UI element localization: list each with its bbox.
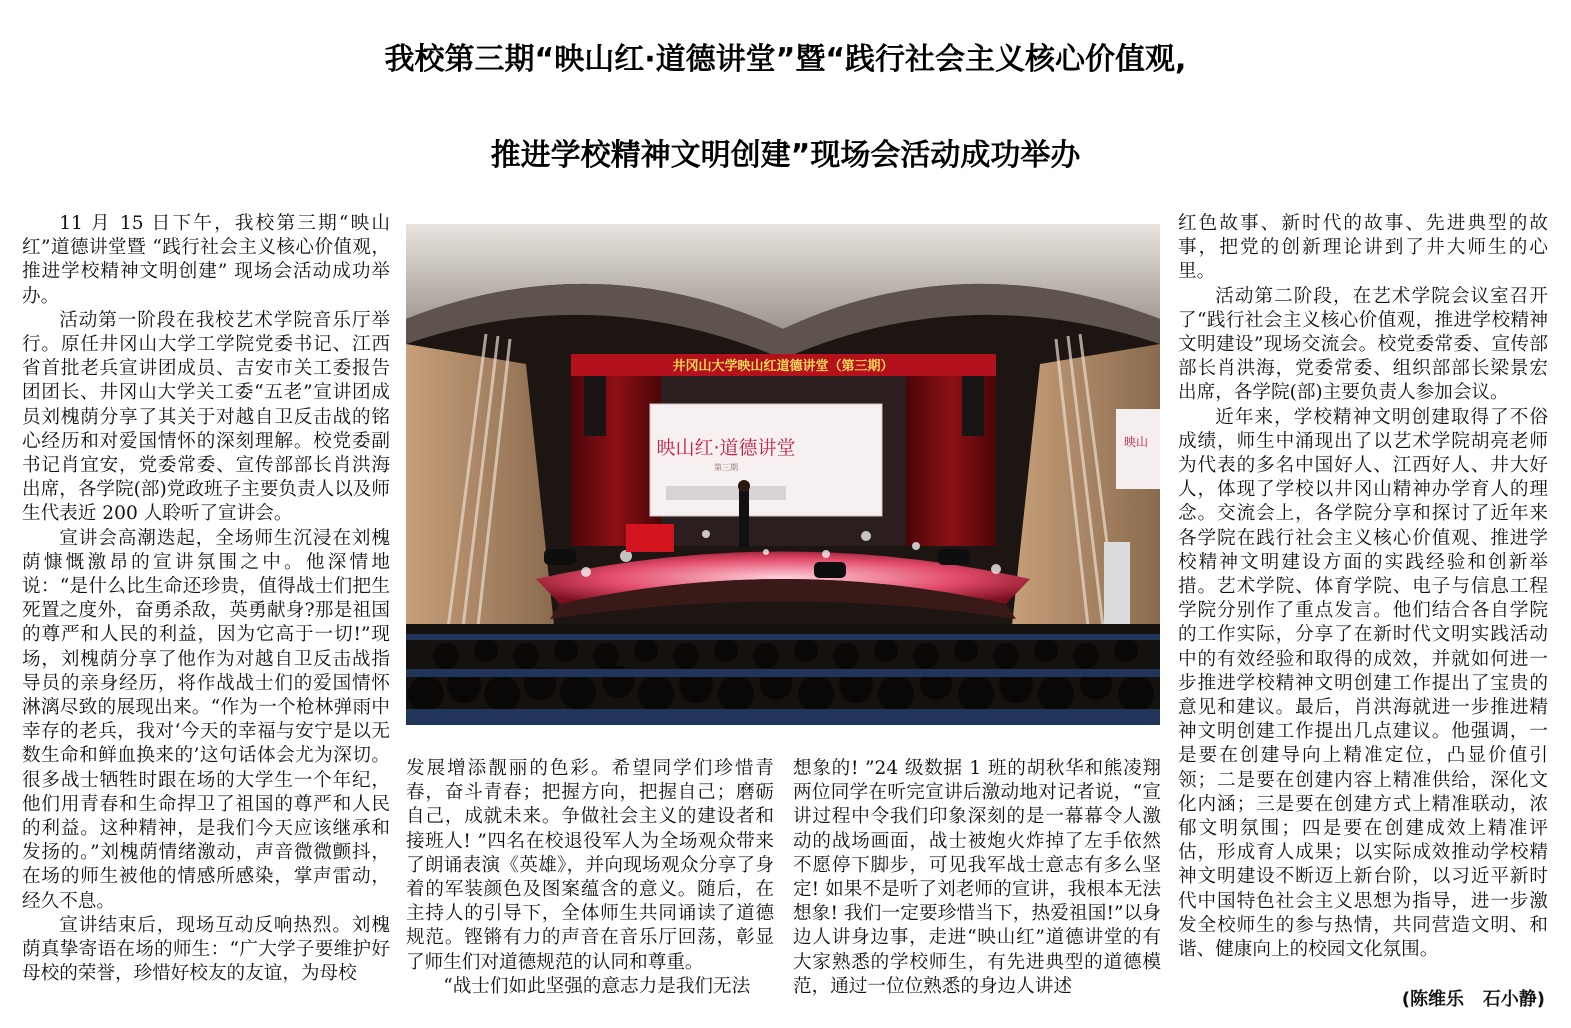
author-byline: (陈维乐 石小静) [1401, 989, 1545, 1010]
headline-line-1: 我校第三期“映山红·道德讲堂”暨“践行社会主义核心价值观, [384, 42, 1187, 77]
paragraph-stage-two: 活动第二阶段，在艺术学院会议室召开了“践行社会主义核心价值观，推进学校精神文明建设”现场交流会。校党委常委、宣传部部长肖洪海，党委常委、组织部部长梁景宏出席，各学院(部)主要负责人参加会议。 [1178, 285, 1548, 404]
paragraph-continued: 红色故事、新时代的故事、先进典型的故事，把党的创新理论讲到了井大师生的心里。 [1178, 213, 1548, 283]
article-column-1 [22, 212, 390, 1012]
paragraph-achievements: 近年来，学校精神文明创建取得了不俗成绩，师生中涌现出了以艺术学院胡亮老师为代表的多名中国好人、江西好人、井大好人，体现了学校以井冈山精神办学育人的理念。交流会上，各学院分享和探讨了近年来各学院在践行社会主义核心价值观、推进学校精神文明建设方面的实践经验和创新举措。艺术学院、体育学院、电子与信息工程学院分别作了重点发言。他们结合各自学院的工作实际，分享了在新时代文明实践活动中的有效经验和取得的成效，并就如何进一步推进学校精神文明创建工作提出了宝贵的意见和建议。最后，肖洪海就进一步推进精神文明创建工作提出几点建议。他强调，一是要在创建导向上精准定位，凸显价值引领；二是要在创建内容上精准供给，深化文化内涵；三是要在创建方式上精准联动，浓郁文明氛围；四是要在创建成效上精准评估，形成育人成果；以实际成效推动学校精神文明建设不断迈上新台阶，以习近平新时代中国特色社会主义思想为指导，进一步激发全校师生的参与热情，共同营造文明、和谐、健康向上的校园文化氛围。 [1178, 406, 1548, 961]
side-screen-text: 映山 [1123, 435, 1149, 449]
paragraph-continued: 发展增添靓丽的色彩。希望同学们珍惜青春，奋斗青春；把握方向，把握自己；磨砺自己，成就未来。争做社会主义的建设者和接班人! ”四名在校退役军人为全场观众带来了朗诵表演《英雄》，并向现场观众分享了身着的军装颜色及图案蕴含的意义。随后，在主持人的引导下，全体师生共同诵读了道德规范。铿锵有力的声音在音乐厅回荡，彰显了师生们对道德规范的认同和尊重。 [406, 758, 774, 973]
paragraph-student-quote: “战士们如此坚强的意志力是我们无法 [443, 975, 751, 997]
screen-title: 映山红·道德讲堂 [656, 437, 796, 459]
headline-line-2: 推进学校精神文明创建”现场会活动成功举办 [490, 138, 1081, 173]
stage-banner-text: 井冈山大学映山红道德讲堂（第三期） [672, 359, 894, 374]
paragraph-climax: 宣讲会高潮迭起，全场师生沉浸在刘槐荫慷慨激昂的宣讲氛围之中。他深情地说：“是什么比生命还珍贵，值得战士们把生死置之度外，奋勇杀敌，英勇献身?那是祖国的尊严和人民的利益，因为它高于一切!”现场，刘槐荫分享了他作为对越自卫反击战指导员的亲身经历，将作战战士们的爱国情怀淋漓尽致的展现出来。“作为一个枪林弹雨中幸存的老兵，我对‘今天的幸福与安宁是以无数生命和鲜血换来的’这句话体会尤为深切。很多战士牺牲时跟在场的大学生一个年纪，他们用青春和生命捍卫了祖国的尊严和人民的利益。这种精神，是我们今天应该继承和发扬的。”刘槐荫情绪激动，声音微微颤抖，在场的师生被他的情感所感染，掌声雷动，经久不息。 [22, 527, 390, 912]
article-column-3 [793, 757, 1161, 1012]
article-column-2 [406, 757, 774, 1012]
lecture-hall-photo [406, 224, 1160, 725]
paragraph-intro: 11 月 15 日下午，我校第三期“映山红”道德讲堂暨 “践行社会主义核心价值观，推进学校精神文明创建” 现场会活动成功举办。 [22, 213, 390, 307]
screen-subtitle: 第三期 [714, 463, 738, 472]
paragraph-interaction: 宣讲结束后，现场互动反响热烈。刘槐荫真挚寄语在场的师生：“广大学子要维护好母校的荣誉，珍惜好校友的友谊，为母校 [22, 914, 390, 985]
article-column-4 [1178, 212, 1548, 992]
paragraph-continued: 想象的! ”24 级数据 1 班的胡秋华和熊凌翔两位同学在听完宣讲后激动地对记者说，“宣讲过程中令我们印象深刻的是一幕幕令人激动的战场画面，战士被炮火炸掉了左手依然不愿停下脚步，可见我军战士意志有多么坚定! 如果不是听了刘老师的宣讲，我根本无法想象! 我们一定要珍惜当下，热爱祖国!”以身边人讲身边事，走进“映山红”道德讲堂的有大家熟悉的学校师生，有先进典型的道德模范，通过一位位熟悉的身边人讲述 [793, 758, 1161, 997]
paragraph-stage-one: 活动第一阶段在我校艺术学院音乐厅举行。原任井冈山大学工学院党委书记、江西省首批老兵宣讲团成员、吉安市关工委报告团团长、井冈山大学关工委“五老”宣讲团成员刘槐荫分享了其关于对越自卫反击战的铭心经历和对爱国情怀的深刻理解。校党委副书记肖宜安，党委常委、宣传部部长肖洪海出席，各学院(部)党政班子主要负责人以及师生代表近 200 人聆听了宣讲会。 [22, 309, 390, 525]
